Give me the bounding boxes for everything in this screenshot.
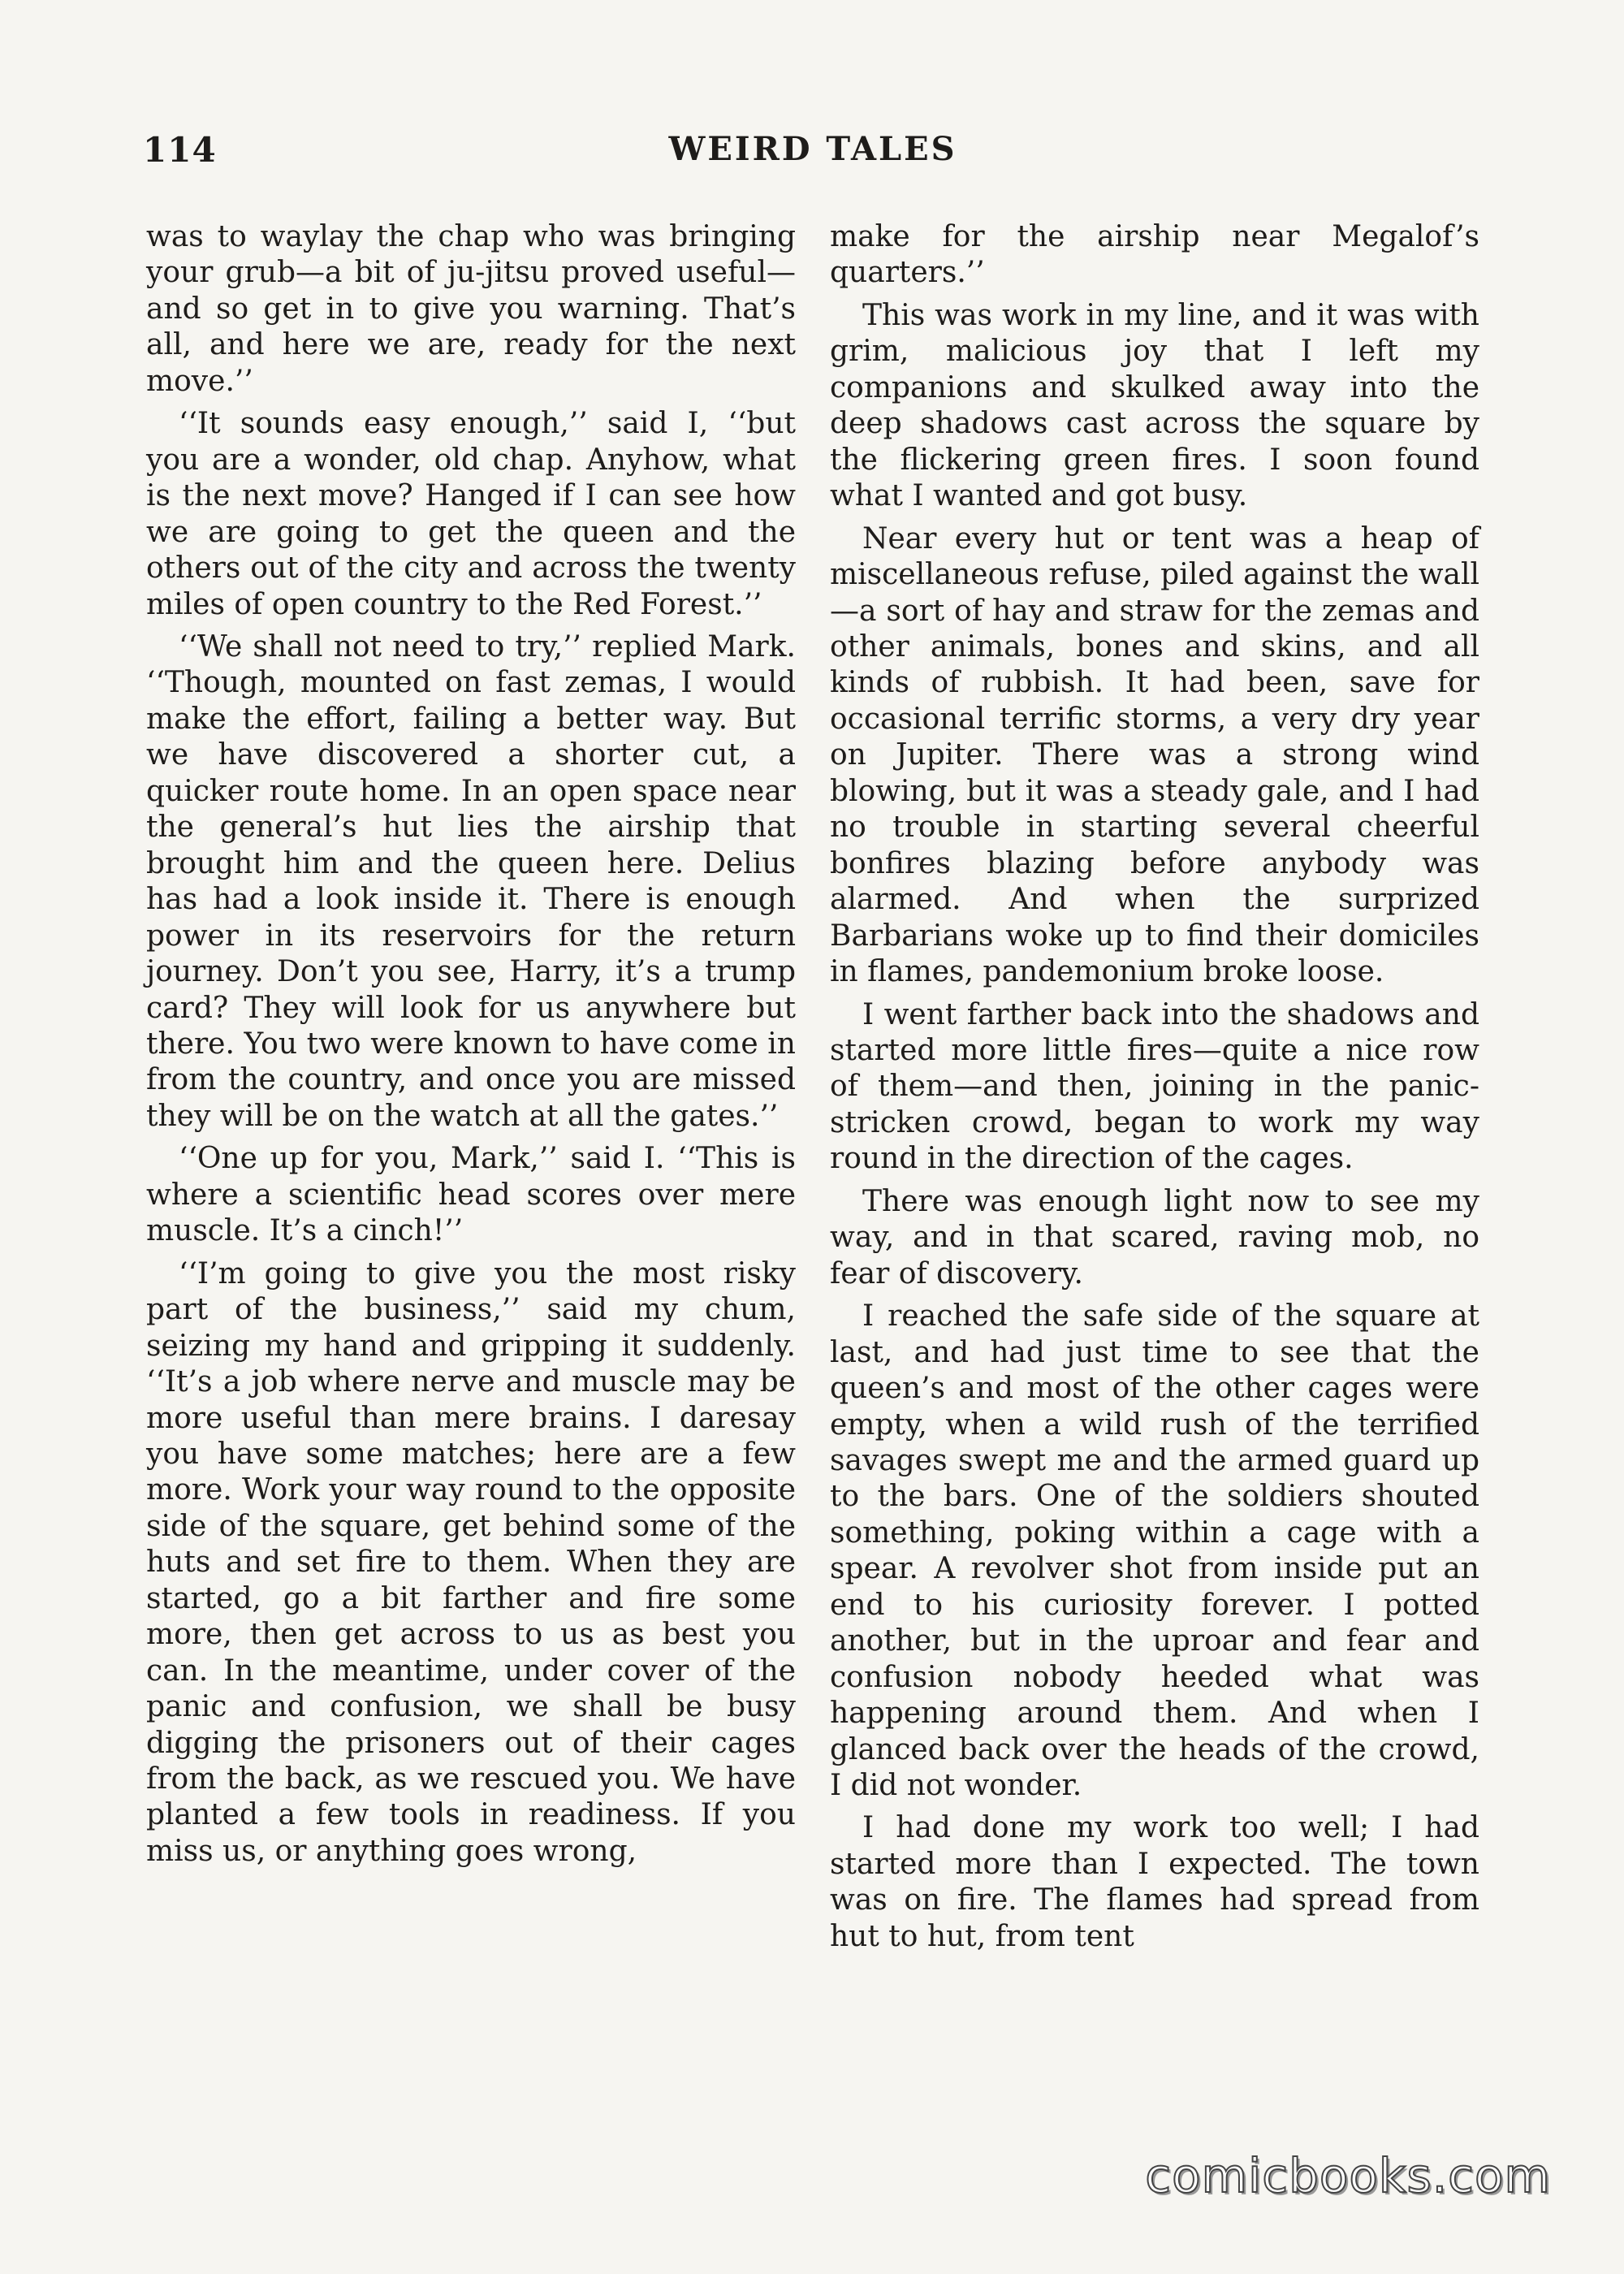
running-header: [143, 130, 1483, 187]
paragraph: This was work in my line, and it was with grim, malicious joy that I left my companions and skulked away into the deep shadows cast across the square by the flickering green fires. I soon found what I wanted and got busy.: [830, 298, 1479, 513]
paragraph: I had done my work too well; I had started more than I expected. The town was on fire. The flames had spread from hut to hut, from tent: [830, 1811, 1479, 1953]
right-column: [830, 219, 1479, 1961]
paragraph: Near every hut or tent was a heap of miscellaneous refuse, piled against the wall—a sort of hay and straw for the zemas and other animals, bones and skins, and all kinds of rubbish. It had been, save for occasional terrific storms, a very dry year on Jupiter. There was a strong wind blowing, but it was a steady gale, and I had no trouble in starting several cheerful bonfires blazing before anybody was alarmed. And when the surprized Barbarians woke up to find their domiciles in flames, pandemonium broke loose.: [830, 521, 1479, 989]
paragraph: ‘‘It sounds easy enough,’’ said I, ‘‘but you are a wonder, old chap. Anyhow, what is the next move? Hanged if I can see how we are going to get the queen and the others out of the city and across the twenty miles of open country to the Red Forest.’’: [146, 407, 796, 621]
paragraph: was to waylay the chap who was bringing your grub—a bit of ju-jitsu proved useful—and so get in to give you warning. That’s all, and here we are, ready for the next move.’’: [146, 220, 796, 398]
paragraph: ‘‘I’m going to give you the most risky part of the business,’’ said my chum, seizing my hand and gripping it suddenly. ‘‘It’s a job where nerve and muscle may be more useful than mere brains. I daresay you have some matches; here are a few more. Work your way round to the opposite side of the square, get behind some of the huts and set fire to them. When they are started, go a bit farther and fire some more, then get across to us as best you can. In the meantime, under cover of the panic and confusion, we shall be busy digging the prisoners out of their cages from the back, as we rescued you. We have planted a few tools in readiness. If you miss us, or anything goes wrong,: [146, 1256, 796, 1868]
paragraph: make for the airship near Megalof’s quarters.’’: [830, 220, 1479, 290]
paragraph: ‘‘One up for you, Mark,’’ said I. ‘‘This is where a scientific head scores over mere muscle. It’s a cinch!’’: [146, 1142, 796, 1248]
watermark: comicbooks.com: [1145, 2148, 1551, 2203]
paragraph: I reached the safe side of the square at last, and had just time to see that the queen’s and most of the other cages were empty, when a wild rush of the terrified savages swept me and the armed guard up to the bars. One of the soldiers shouted something, poking within a cage with a spear. A revolver shot from inside put an end to his curiosity forever. I potted another, but in the uproar and fear and confusion nobody heeded what was happening around them. And when I glanced back over the heads of the crowd, I did not wonder.: [830, 1299, 1479, 1803]
magazine-title: WEIRD TALES: [668, 130, 957, 168]
paragraph: There was enough light now to see my way, and in that scared, raving mob, no fear of discovery.: [830, 1184, 1479, 1290]
paragraph: I went farther back into the shadows and started more little fires—quite a nice row of them—and then, joining in the panic-stricken crowd, began to work my way round in the direction of the cages.: [830, 997, 1479, 1176]
paragraph: ‘‘We shall not need to try,’’ replied Mark. ‘‘Though, mounted on fast zemas, I would make the effort, failing a better way. But we have discovered a shorter cut, a quicker route home. In an open space near the general’s hut lies the airship that brought him and the queen here. Delius has had a look inside it. There is enough power in its reservoirs for the return journey. Don’t you see, Harry, it’s a trump card? They will look for us anywhere but there. You two were known to have come in from the country, and once you are missed they will be on the watch at all the gates.’’: [146, 629, 796, 1133]
page-number: 114: [143, 130, 217, 170]
left-column: [146, 219, 796, 1876]
